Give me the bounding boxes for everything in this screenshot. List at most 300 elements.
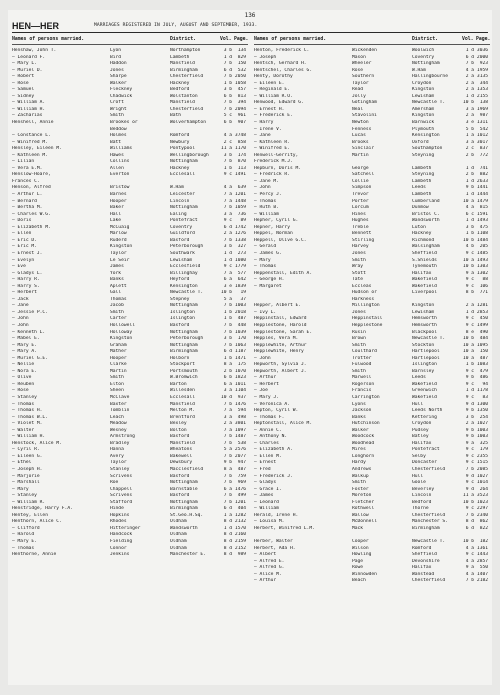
entry-district: Southampton xyxy=(412,146,443,152)
entry-name: Heppenstall, Edith A. xyxy=(254,270,313,276)
entry-page: 837 xyxy=(479,146,488,152)
entry-vol: 6 d xyxy=(223,506,232,512)
entry-vol: 3 b xyxy=(465,224,474,230)
entry-vol: 1 d xyxy=(223,257,232,263)
entry-spouse: Lorcum xyxy=(352,205,369,211)
entry-name: — Ernest J. xyxy=(12,250,43,256)
entry-page: 2297 xyxy=(476,506,488,512)
entry-spouse: Neal xyxy=(352,106,364,112)
entry-district: Croydon xyxy=(412,421,432,427)
entry-spouse: Woodcock xyxy=(352,434,375,440)
entry-vol: 10 a xyxy=(462,355,474,361)
entry-vol: 9 c xyxy=(465,552,474,558)
entry-district: Bristol C. xyxy=(412,211,440,217)
entry-vol: 3 e xyxy=(223,283,232,289)
entry-spouse: Martin xyxy=(110,368,127,374)
entry-name: — Arthur L. xyxy=(12,192,43,198)
entry-vol: 1 b xyxy=(223,165,232,171)
entry-spouse: Hopkins xyxy=(110,512,130,518)
entry-vol: 2 c xyxy=(465,146,474,152)
entry-vol: 7 b xyxy=(223,159,232,165)
entry-spouse: Beddow xyxy=(110,126,127,132)
entry-page: 1338 xyxy=(234,237,246,243)
entry-spouse: Ruderd xyxy=(110,237,127,243)
entry-page: 1959 xyxy=(476,67,488,73)
entry-page: 175 xyxy=(237,362,246,368)
entry-name: — Jack xyxy=(12,296,29,302)
entry-spouse: Read xyxy=(352,87,364,93)
entry-name: — Bertha M. xyxy=(12,205,43,211)
entry-name: — Mary xyxy=(12,486,29,492)
entry-name: Henshell, Annie xyxy=(12,120,54,126)
entry-vol: 1 a xyxy=(465,133,474,139)
entry-vol: 9 c xyxy=(465,250,474,256)
entry-district: Basford xyxy=(170,322,190,328)
entry-spouse: Brookes or xyxy=(110,120,138,126)
entry-vol: 1 d xyxy=(465,309,474,315)
entry-page: 254 xyxy=(479,414,488,420)
entry-vol: 2 a xyxy=(465,113,474,119)
entry-district: Barnsley xyxy=(412,368,435,374)
entry-vol: 4 b xyxy=(465,244,474,250)
entry-page: 2633 xyxy=(476,178,488,184)
entry-page: 1276 xyxy=(234,231,246,237)
entry-page: 1823 xyxy=(234,375,246,381)
entry-district: Manchester E. xyxy=(170,552,206,558)
entry-name: — Eric D. xyxy=(12,237,37,243)
entry-page: 394 xyxy=(237,100,246,106)
entry-district: Bedford xyxy=(412,499,432,505)
entry-name: — Thomas xyxy=(254,198,277,204)
entry-district: Pontypool xyxy=(170,146,195,152)
entry-district: Oldham xyxy=(170,545,187,551)
entry-district: Chesterfield xyxy=(412,578,446,584)
header-district: District. xyxy=(170,37,196,42)
entry-district: Thorne xyxy=(412,506,429,512)
entry-page: 2857 xyxy=(476,558,488,564)
entry-page: 1170 xyxy=(234,146,246,152)
entry-spouse: Fleckney xyxy=(110,87,133,93)
entry-district: Brentford xyxy=(170,414,195,420)
entry-vol: 9 c xyxy=(465,506,474,512)
entry-district: Wandsworth xyxy=(412,218,440,224)
entry-spouse: Millington xyxy=(352,303,380,309)
entry-page: 3036 xyxy=(476,48,488,53)
entry-page: 1201 xyxy=(234,192,246,198)
entry-spouse: Smith xyxy=(352,368,366,374)
entry-vol: 6 a xyxy=(223,486,232,492)
entry-name: — Thomas xyxy=(254,264,277,270)
entry-name: — Marshall xyxy=(12,480,40,486)
entry-district: Holborn xyxy=(170,355,190,361)
entry-page: 89 xyxy=(240,218,246,224)
entry-page: 457 xyxy=(237,87,246,93)
entry-district: Ecclesall xyxy=(170,394,195,400)
entry-district: Newbury xyxy=(170,139,190,145)
header-spouse xyxy=(352,36,412,44)
entry-vol: 8 d xyxy=(223,539,232,545)
entry-spouse: James xyxy=(110,264,124,270)
entry-name: — Reuben xyxy=(12,381,35,387)
entry-spouse: Aplett xyxy=(110,283,127,289)
entry-name: — Ivy L. xyxy=(254,309,277,315)
entry-page: 486 xyxy=(479,375,488,381)
entry-spouse: Batt xyxy=(110,139,122,145)
entry-name: — Alice M. xyxy=(254,571,282,577)
entry-district: Selby xyxy=(412,453,426,459)
entry-spouse: Kingston xyxy=(110,244,133,250)
entry-district: Islington xyxy=(170,316,195,322)
column-header xyxy=(12,36,248,45)
entry-page: 829 xyxy=(237,54,246,60)
entry-spouse: Cooper xyxy=(352,539,369,545)
entry-page: 862 xyxy=(479,519,488,525)
entry-spouse: Jenkins xyxy=(110,552,130,558)
entry-vol: 9 c xyxy=(465,480,474,486)
entry-spouse: Allen xyxy=(110,165,124,171)
entry-name: Henthorne, Annie xyxy=(12,552,57,558)
entry-name: Henthorn, Alice C. xyxy=(12,519,62,525)
entry-page: 594 xyxy=(237,408,246,414)
entry-vol: 7 b xyxy=(223,100,232,106)
entry-page: 937 xyxy=(237,394,246,400)
entry-page: 1097 xyxy=(234,427,246,433)
entry-name: Hepplestone, Harold xyxy=(254,322,307,328)
entry-vol: 7 b xyxy=(223,322,232,328)
entry-district: Coventry xyxy=(412,54,435,60)
entry-spouse: Chappell xyxy=(110,486,133,492)
entry-district: Birmingham xyxy=(170,67,198,73)
entry-vol: 3 a xyxy=(465,106,474,112)
entry-page: 759 xyxy=(237,473,246,479)
entry-name: — Kenneth L. xyxy=(12,329,46,335)
entry-name: — Ellen xyxy=(12,231,32,237)
entry-district: Hemsworth xyxy=(412,322,437,328)
entry-district: Nottingham xyxy=(170,205,198,211)
entry-page: 1027 xyxy=(476,421,488,427)
entry-spouse: Stirling xyxy=(352,237,375,243)
entry-vol: 9 c xyxy=(465,368,474,374)
entry-spouse: Sinclair xyxy=(352,146,375,152)
entry-district: Dewsbury xyxy=(170,460,193,466)
entry-page: 150 xyxy=(237,61,246,67)
entry-name: — Frederick J. xyxy=(254,473,293,479)
entry-spouse: Brooks xyxy=(352,139,369,145)
entry-page: 1448 xyxy=(234,198,246,204)
entry-vol: 3 b xyxy=(223,336,232,342)
entry-spouse: Armstrong xyxy=(110,434,135,440)
entry-name: — Joseph xyxy=(254,54,277,60)
entry-name: — Alfred G. xyxy=(254,565,285,571)
entry-spouse: Harvey xyxy=(352,244,369,250)
entry-page: 538 xyxy=(237,440,246,446)
entry-spouse: Taylor xyxy=(110,250,127,256)
entry-district: Lambeth xyxy=(170,54,190,60)
entry-district: Newcastle T. xyxy=(412,336,446,342)
entry-vol: 10 d xyxy=(220,394,232,400)
entry-page: 577 xyxy=(237,270,246,276)
entry-spouse: Barnes xyxy=(110,192,127,198)
entry-vol: 6 d xyxy=(465,54,474,60)
entry-vol: 9 d xyxy=(465,486,474,492)
entry-district: Halifax xyxy=(412,270,432,276)
entry-page: 1742 xyxy=(234,224,246,230)
entry-district: Mansfield xyxy=(170,401,195,407)
entry-spouse: Hooper xyxy=(110,198,127,204)
entry-name: — Jane xyxy=(254,133,271,139)
entry-name: Henson, Alfred xyxy=(12,185,51,191)
entry-vol: 2 a xyxy=(465,80,474,86)
entry-spouse: Hitteringer xyxy=(110,525,141,531)
entry-district: Chesterfield xyxy=(170,106,204,112)
entry-name: — Fred xyxy=(254,467,271,472)
entry-district: Basford xyxy=(170,434,190,440)
entry-name: Heppel, Norman xyxy=(254,231,293,237)
running-head: HEN—HER xyxy=(12,21,60,31)
entry-district: W.Bromwich xyxy=(170,375,198,381)
entry-spouse: Brown xyxy=(352,336,366,342)
entry-name: — Ernest xyxy=(254,460,277,466)
entry-vol: 10 a xyxy=(462,349,474,355)
entry-district: Leeds North xyxy=(412,408,443,414)
entry-district: Pudsey xyxy=(412,427,429,433)
entry-page: 1282 xyxy=(234,512,246,518)
entry-spouse: Stavolini xyxy=(352,113,377,119)
entry-page: 174 xyxy=(237,152,246,158)
column-header xyxy=(254,36,490,45)
entry-spouse: Mather xyxy=(110,349,127,355)
entry-vol: 2 b xyxy=(465,172,474,178)
entry-page: 542 xyxy=(479,126,488,132)
entry-name: — Charles W.G. xyxy=(12,211,51,217)
entry-spouse: Graham xyxy=(110,342,127,348)
entry-name: — Jessie P.C. xyxy=(12,309,48,315)
entry-vol: 3 b xyxy=(465,414,474,420)
entry-page: 83 xyxy=(482,394,488,400)
entry-spouse: Mack xyxy=(352,525,364,531)
entry-page: 2576 xyxy=(234,447,246,453)
entry-vol: 2 a xyxy=(465,74,474,80)
entry-page: 2853 xyxy=(476,309,488,315)
entry-page: 1070 xyxy=(234,368,246,374)
entry-district: Wakefield xyxy=(412,381,437,387)
entry-vol: 9 c xyxy=(465,447,474,453)
entry-spouse: Hepplestone xyxy=(352,322,383,328)
entry-page: 1311 xyxy=(476,120,488,126)
entry-vol: 6 b xyxy=(223,375,232,381)
entry-district: Wolstanton xyxy=(170,93,198,99)
entry-district: S.Shields xyxy=(412,257,437,263)
entry-page: 134 xyxy=(237,48,246,53)
entry-district: Stockport xyxy=(170,362,195,368)
entry-spouse: Thomas xyxy=(110,296,127,302)
entry-page: 882 xyxy=(479,172,488,178)
entry-page: 1499 xyxy=(476,322,488,328)
entry-name: — Eileen E. xyxy=(254,80,285,86)
entry-vol: 7 b xyxy=(223,237,232,243)
entry-district: Cumberland xyxy=(412,198,440,204)
entry-vol: 7 b xyxy=(223,342,232,348)
entry-district: Lambeth xyxy=(412,192,432,198)
entry-district: Beverley xyxy=(412,486,435,492)
entry-district: Wanstead xyxy=(412,571,435,577)
entry-name: — Thomas H. xyxy=(12,408,43,414)
entry-spouse: Elton xyxy=(110,381,124,387)
entry-name: Herald, Irene H. xyxy=(254,512,299,518)
entry-spouse: Woodhead xyxy=(352,440,375,446)
entry-page: 1485 xyxy=(476,250,488,256)
entry-district: Doncaster xyxy=(412,460,437,466)
entry-vol: 7 b xyxy=(465,467,474,472)
entry-name: Hensley, Eileen M. xyxy=(12,146,62,152)
entry-district: Islington xyxy=(412,362,437,368)
entry-district: Chesterfield xyxy=(412,512,446,518)
entry-name: Heppinstall, Edward xyxy=(254,316,307,322)
entry-spouse: Wright xyxy=(110,106,127,112)
entry-name: — Mary A. xyxy=(12,349,37,355)
entry-page: 1570 xyxy=(234,525,246,531)
entry-page: 1361 xyxy=(476,545,488,551)
entry-name: Hepworth, Sylvia J. xyxy=(254,362,307,368)
entry-vol: 9 d xyxy=(465,473,474,479)
entry-spouse: Hollowell xyxy=(110,322,135,328)
entry-spouse: Walker xyxy=(352,427,369,433)
entry-page: 1083 xyxy=(476,362,488,368)
entry-spouse: Trotter xyxy=(352,355,372,361)
entry-district: St.Geo.H.Sq. xyxy=(170,512,204,518)
entry-name: — Muriel D. xyxy=(12,67,43,73)
entry-page: 1487 xyxy=(234,434,246,440)
entry-vol: 3 b xyxy=(223,87,232,93)
entry-spouse: Lake xyxy=(110,218,122,224)
entry-district: Woolwich xyxy=(412,48,435,53)
entry-vol: 3 a xyxy=(465,139,474,145)
entry-vol: 6 d xyxy=(223,67,232,73)
entry-spouse: Trevor xyxy=(352,192,369,198)
entry-spouse: Gotingham xyxy=(352,100,377,106)
entry-vol: 6 a xyxy=(223,381,232,387)
entry-vol: 9 c xyxy=(465,381,474,387)
entry-vol: 2 a xyxy=(465,303,474,309)
entry-page: 88 xyxy=(482,277,488,283)
entry-name: Hepton, Cyril W. xyxy=(254,408,299,414)
entry-district: Nottingham xyxy=(170,303,198,309)
entry-page: 639 xyxy=(237,185,246,191)
entry-district: Devonshire xyxy=(412,558,440,564)
entry-spouse: Connor xyxy=(110,545,127,551)
entry-vol: 2 a xyxy=(465,421,474,427)
entry-spouse: Smith xyxy=(110,309,124,315)
entry-spouse: Harkness xyxy=(352,296,375,302)
entry-name: — Louisa M. xyxy=(254,519,285,525)
entry-vol: 8 e xyxy=(465,329,474,335)
entry-name: — Ellen M. xyxy=(254,453,282,459)
entry-district: Kensington xyxy=(412,133,440,139)
entry-page: 2050 xyxy=(234,74,246,80)
entry-page: 1014 xyxy=(476,480,488,486)
entry-district: Goole xyxy=(412,480,426,486)
entry-district: Stepney xyxy=(170,296,190,302)
register-entry xyxy=(12,552,248,559)
entry-vol: 7 b xyxy=(223,434,232,440)
entry-vol: 1 d xyxy=(465,388,474,394)
entry-vol: 9 b xyxy=(223,460,232,466)
entry-vol: 6 c xyxy=(465,211,474,217)
entry-page: 1023 xyxy=(476,499,488,505)
entry-vol: 7 a xyxy=(223,192,232,198)
entry-name: — Vera E.M. xyxy=(12,165,43,171)
entry-spouse: Meadow xyxy=(110,421,127,427)
entry-vol: 1 b xyxy=(223,355,232,361)
entry-spouse: Fletcher xyxy=(352,499,375,505)
entry-page: 2018 xyxy=(234,309,246,315)
entry-district: Romford xyxy=(412,545,432,551)
entry-vol: 8 a xyxy=(223,362,232,368)
entry-name: — Mary J. xyxy=(254,394,279,400)
right-entries xyxy=(254,48,490,585)
entry-spouse: Satchell xyxy=(352,172,375,178)
entry-district: Southwark xyxy=(170,250,195,256)
entry-name: Henslow-Hoare, xyxy=(12,172,51,178)
entry-page: 479 xyxy=(479,368,488,374)
entry-page: 1591 xyxy=(476,211,488,217)
entry-vol: 1 d xyxy=(465,48,474,53)
entry-district: Hackney xyxy=(170,80,190,86)
entry-name: — John xyxy=(12,316,29,322)
entry-spouse: Marwell xyxy=(352,375,372,381)
entry-spouse: Kingston xyxy=(110,336,133,342)
entry-spouse: Taylor xyxy=(352,80,369,86)
entry-spouse: Wray xyxy=(352,264,364,270)
entry-district: Bolton xyxy=(170,427,187,433)
entry-vol: 5 c xyxy=(223,113,232,119)
entry-name: Hepburn, Doris M. xyxy=(254,165,302,171)
entry-page: 1058 xyxy=(234,80,246,86)
entry-name: Herber, Walter xyxy=(254,539,293,545)
entry-district: Nottingham xyxy=(170,329,198,335)
entry-spouse: Jolly xyxy=(352,93,366,99)
entry-page: 772 xyxy=(479,152,488,158)
entry-vol: 3 b xyxy=(223,152,232,158)
entry-district: Sheffield xyxy=(412,552,437,558)
entry-district: Oxford xyxy=(412,139,429,145)
entry-spouse: Mason xyxy=(352,54,366,60)
entry-name: — Gerald xyxy=(254,244,277,250)
entry-page: 487 xyxy=(237,316,246,322)
entry-page: 858 xyxy=(237,139,246,145)
entry-spouse: Jones xyxy=(352,309,366,315)
entry-page: 273 xyxy=(237,250,246,256)
entry-spouse: Williams xyxy=(110,146,133,152)
entry-page: 3748 xyxy=(234,133,246,139)
entry-vol: 8 d xyxy=(223,552,232,558)
entry-page: 989 xyxy=(237,552,246,558)
entry-district: Kensington xyxy=(170,283,198,289)
entry-page: 1011 xyxy=(234,381,246,387)
entry-spouse: Stott xyxy=(352,270,366,276)
entry-vol: 2 a xyxy=(223,421,232,427)
entry-spouse: Hooper xyxy=(110,355,127,361)
entry-page: 1443 xyxy=(476,552,488,558)
entry-district: Wheatons xyxy=(170,447,193,453)
entry-page: 642 xyxy=(237,277,246,283)
entry-name: — Anthony N. xyxy=(254,434,288,440)
entry-page: 3135 xyxy=(476,74,488,80)
header-page: Page. xyxy=(234,37,248,42)
entry-page: 1300 xyxy=(476,401,488,407)
entry-vol: 9 b xyxy=(465,185,474,191)
entry-vol: 5 a xyxy=(223,447,232,453)
